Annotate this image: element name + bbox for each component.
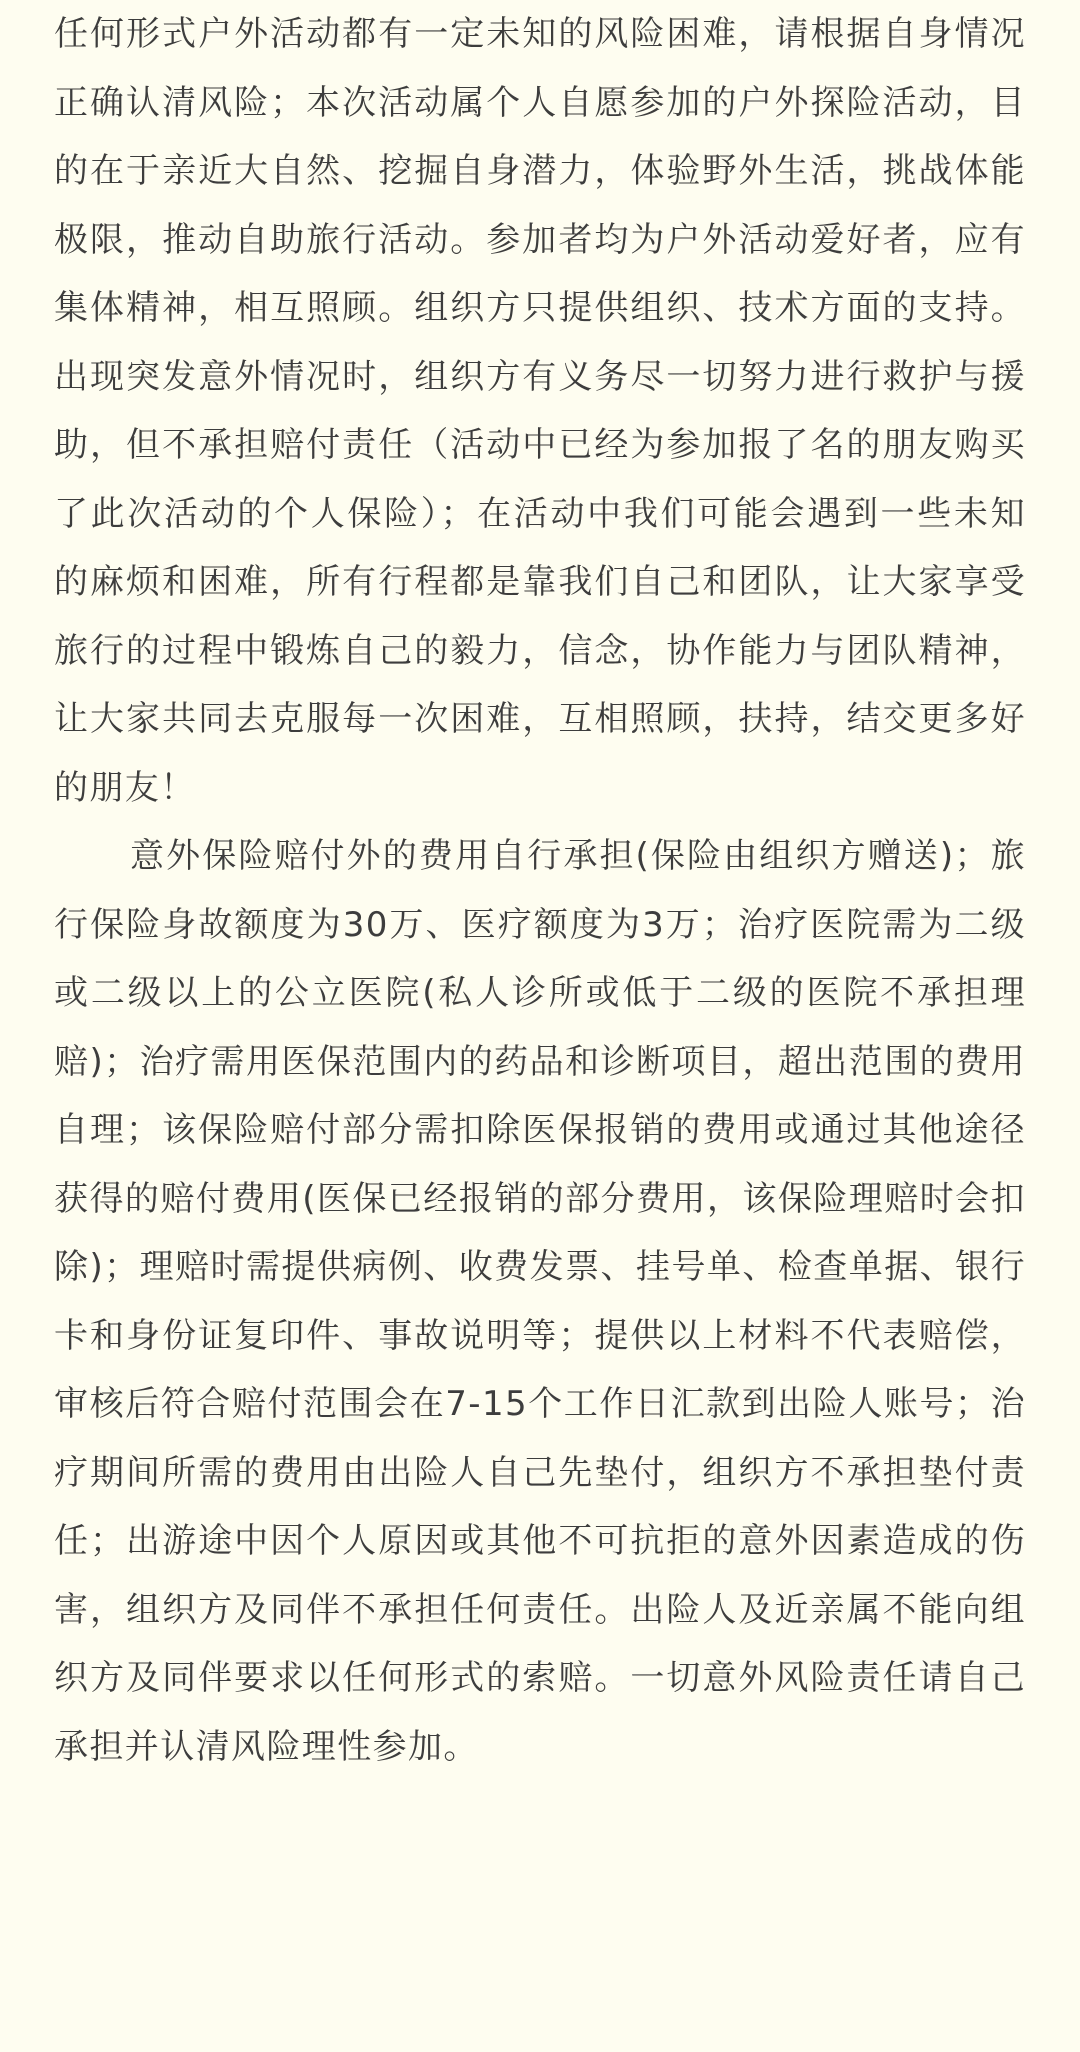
disclaimer-text-block bbox=[54, 0, 1026, 1781]
insurance-notice-paragraph: 意外保险赔付外的费用自行承担(保险由组织方赠送)；旅行保险身故额度为30万、医疗额度为3万；治疗医院需为二级或二级以上的公立医院(私人诊所或低于二级的医院不承担理赔)；治疗需用医保范围内的药品和诊断项目，超出范围的费用自理；该保险赔付部分需扣除医保报销的费用或通过其他途径获得的赔付费用(医保已经报销的部分费用，该保险理赔时会扣除)；理赔时需提供病例、收费发票、挂号单、检查单据、银行卡和身份证复印件、事故说明等；提供以上材料不代表赔偿，审核后符合赔付范围会在7-15个工作日汇款到出险人账号；治疗期间所需的费用由出险人自己先垫付，组织方不承担垫付责任；出游途中因个人原因或其他不可抗拒的意外因素造成的伤害，组织方及同伴不承担任何责任。出险人及近亲属不能向组织方及同伴要求以任何形式的索赔。一切意外风险责任请自己承担并认清风险理性参加。 bbox=[54, 836, 1026, 1767]
risk-notice-paragraph: 任何形式户外活动都有一定未知的风险困难，请根据自身情况正确认清风险；本次活动属个人自愿参加的户外探险活动，目的在于亲近大自然、挖掘自身潜力，体验野外生活，挑战体能极限，推动自助旅行活动。参加者均为户外活动爱好者，应有集体精神，相互照顾。组织方只提供组织、技术方面的支持。出现突发意外情况时，组织方有义务尽一切努力进行救护与援助，但不承担赔付责任（活动中已经为参加报了名的朋友购买了此次活动的个人保险）；在活动中我们可能会遇到一些未知的麻烦和困难，所有行程都是靠我们自己和团队，让大家享受旅行的过程中锻炼自己的毅力，信念，协作能力与团队精神，让大家共同去克服每一次困难，互相照顾，扶持，结交更多好的朋友！ bbox=[54, 14, 1026, 808]
